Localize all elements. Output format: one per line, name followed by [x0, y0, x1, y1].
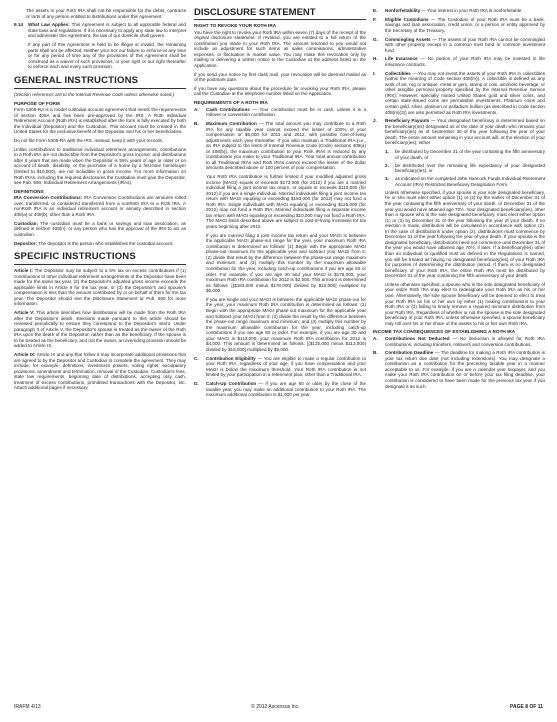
item-label: Catch-Up Contribution [206, 380, 257, 386]
item-text: — No portion of your Roth IRA may be invested in life insurance contracts. [385, 56, 545, 67]
requirement-a [194, 107, 366, 118]
form-code: IRAFM 4/13 [14, 704, 41, 710]
option-key: 1. [385, 149, 389, 155]
option-key: 2. [385, 162, 389, 168]
article-label: Article V: [14, 310, 35, 316]
requirement-d [194, 381, 366, 398]
purpose-paragraph-2: Do not file Form 5305-RA with the IRS. Instead, keep it with your records. [14, 138, 164, 144]
purpose-heading: PURPOSE OF FORM [14, 100, 60, 106]
item-key: C. [194, 355, 199, 361]
section-9-14-paragraph-2: If any part of this Agreement is held to be illegal or invalid, the remaining parts shall not be affected. Neither your nor our failure to enforce at any time or for any period of time any of the provisions of this Agreement shall be construed as a waiver of such provisions, or your right or our right thereafter to enforce each and every such provision. [28, 42, 186, 70]
copyright: © 2012 Ascensus Inc. [251, 704, 300, 710]
requirement-b [194, 121, 366, 171]
definition-ira-conversion [14, 195, 186, 217]
item-label: Life Insurance [385, 56, 418, 62]
section-number: 9.14 [14, 22, 23, 28]
tax-item-a [373, 336, 545, 347]
definitions-heading: DEFINITIONS [14, 188, 44, 194]
requirement-f [373, 17, 545, 34]
item-key: I. [373, 70, 376, 76]
item-label: Collectibles [385, 70, 411, 76]
item-key: B. [194, 120, 199, 126]
article-label: Article IX: [14, 352, 36, 358]
requirement-b-paragraph-3: If you are married filing a joint income tax return and your MAGI is between the applicable MAGI phase-out range for the year, your maximum Roth IRA contribution is determined as follows: (1) Begin with the appropriate MAGI phase-out maximum for the applicable year and subtract your MAGI from it; (2) divide that result by the difference between the phase-out range maximum and minimum; and (3) multiply this number by the maximum allowable contribution for the year, including catch-up contributions if you are age 50 or older. For example, if you are age 30 and your MAGI is $178,000, your maximum Roth IRA contribution for 2012 is $2,500. This amount is determined as follows: [($183,000 minus $178,000) divided by $10,000] multiplied by $5,000. [206, 232, 366, 294]
article-label: Article I: [14, 268, 33, 274]
item-key: H. [373, 56, 378, 62]
definition-custodian [14, 221, 186, 238]
revoke-heading: RIGHT TO REVOKE YOUR ROTH IRA [194, 23, 277, 28]
page-number: PAGE 8 OF 11 [510, 704, 543, 710]
requirement-b-paragraph-2: Your Roth IRA contribution is further limited if your modified adjusted gross income (MAGI) equals or exceeds $173,000 (for 2012) if you are a married individual filing a joint income tax return, or equals or exceeds $110,000 (for 2012) if you are a single individual. Married individuals filing a joint income tax return with MAGI equaling or exceeding $183,000 (for 2012) may not fund a Roth IRA. Single individuals with MAGI equaling or exceeding $125,000 (for 2012) may not fund a Roth IRA. Married individuals filing a separate income tax return with MAGI equaling or exceeding $10,000 may not fund a Roth IRA. The MAGI limits described above are subject to cost-of-living increases for tax years beginning after 2012. [206, 174, 366, 229]
requirement-b-paragraph-4: If you are single and your MAGI is between the applicable MAGI phase-out for the year, your maximum Roth IRA contribution is determined as follows: (1) Begin with the appropriate MAGI phase-out maximum for the applicable year and subtract your MAGI from it; (2) divide the result by the difference between the phase-out range maximum and minimum; and (3) multiply this number by the maximum allowable contribution for the year, including catch-up contributions if you are age 50 or older. For example, if you are age 30 and your MAGI is $113,000, your maximum Roth IRA contribution for 2012 is $4,000. This amount is determined as follows: [($125,000 minus $113,000) divided by $15,000] multiplied by $5,000. [206, 296, 366, 352]
article-text: Article IX and any that follow it may incorporate additional provisions that are agreed to by the Depositor and Custodian to complete the agreement. They may include, for example, definitions, investment powers, voting rights, exculpatory provisions, amendment and termination, removal of the Custodian, Custodian's fees, state law requirements, beginning date of distributions, accepting only cash, treatment of excess contributions, prohibited transactions with the Depositor, etc. Attach additional pages if necessary. [14, 352, 186, 391]
definition-label: Depositor: [14, 240, 37, 246]
item-text: — The Custodian of your Roth IRA must be a bank, savings and loan association, credit union, or a person or entity approved by the Secretary of the Treasury. [385, 16, 546, 33]
option-key: 3. [385, 176, 389, 182]
beneficiary-paragraph-3: Unless otherwise specified, a spouse who is the sole designated beneficiary of your entire Roth IRA may elect to redesignate your Roth IRA as his or her own. Alternatively, the sole spouse beneficiary will be deemed to elect to treat your Roth IRA as his or her own by either (1) making contributions to your Roth IRA or (2) failing to timely remove a required minimum distribution from your Roth IRA. Regardless of whether or not the spouse is the sole designated beneficiary of your Roth IRA, unless otherwise specified, a spouse beneficiary may roll over his or her share of the assets to his or her own Roth IRA. [385, 281, 545, 326]
item-key: F. [373, 16, 377, 22]
item-text: — The deadline for making a Roth IRA contribution is your tax return due date (not including extensions). You may designate a contribution as a contribution for the preceding taxable year in a manner acceptable to us. For example, if you are a calendar year taxpayer, and you make your Roth IRA contribution on or before your tax filing deadline, your contribution is considered to have been made for the previous tax year if you designate it as such. [385, 350, 545, 389]
requirement-h [373, 56, 545, 67]
definition-label: Custodian: [14, 220, 38, 226]
definition-depositor [14, 241, 186, 247]
column-left [14, 8, 186, 394]
purpose-paragraph-1: Form 5305-RA is a model custodial account agreement that meets the requirements of section 408A and has been pre-approved by the IRS. A Roth individual Retirement Account (Roth IRA) is established after the form is fully executed by both the individual (Depositor) and the Custodian. This account must be created in the United States for the exclusive benefit of the Depositor and his or her beneficiaries. [14, 107, 186, 135]
requirement-g [373, 37, 545, 54]
option-text: be distributed by December 31 of the year containing the fifth anniversary of your death, or [395, 149, 545, 160]
purpose-paragraph-3: Unlike contributions to traditional individual retirement arrangements, contributions to a Roth IRA are not deductible from the Depositor's gross income; and distributions after 5 years that are made when the Depositor is 59½ years of age or older or on account of death, disability, or the purchase of a home by a first-time homebuyer (limited to $10,000), are not includible in gross income. For more information on Roth IRAs, including the required disclosures the Custodian must give the Depositor, see Pub. 590, Individual Retirement Arrangements (IRAs). [14, 146, 186, 186]
intro-paragraph: The assets in your Roth IRA shall not be responsible for the debts, contracts or torts of any person entitled to distributions under this Agreement. [26, 8, 186, 19]
income-tax-heading: INCOME TAX CONSEQUENCES OF ESTABLISHING A ROTH IRA [373, 329, 516, 335]
article-9-instruction [14, 352, 186, 391]
revoke-paragraph-2: If you send your notice by first class mail, your revocation will be deemed mailed as of the postmark date. [194, 71, 366, 83]
specific-instructions-heading: SPECIFIC INSTRUCTIONS [14, 251, 136, 263]
item-text: — Your interest in your Roth IRA is nonforfeitable. [421, 8, 523, 13]
beneficiary-paragraph-2: Unless otherwise specified, if your spouse is your sole designated beneficiary, he or she must elect either option (1) or (2) by the earlier of December 31 of the year containing the fifth anniversary of your death, or December 31 of the year you would have attained age 70½. Your designated beneficiary(ies), other than a spouse who is the sole designated beneficiary, must elect either option (1) or (2) by December 31 of the year following the year of your death. If no election is made, distribution will be calculated in accordance with option (2). In the case of distributions under option (2), distributions must commence by December 31 of the year following the year of your death. If your spouse is the designated beneficiary, distributions need not commence until December 31 of the year you would have attained age 70½, if later. If a beneficiary(ies) other than an individual or qualified trust as defined in the Regulations is named, you will be treated as having no designated beneficiary(ies) of your Roth IRA for purposes of determining the distribution period. If there is no designated beneficiary of your Roth IRA, the entire Roth IRA must be distributed by December 31 of the year containing the fifth anniversary of your death. [385, 189, 545, 279]
requirements-heading: REQUIREMENTS OF A ROTH IRA [194, 100, 268, 106]
item-label: Maximum Contribution [206, 120, 257, 126]
item-text: — Your contribution must be in cash, unless it is a rollover or conversion contribution. [206, 106, 367, 118]
item-text: — The assets of your Roth IRA cannot be commingled with other property except in a common trust fund or common investment fund. [385, 36, 545, 53]
heading-rule [194, 19, 366, 20]
page-footer [14, 704, 543, 710]
heading-rule [14, 88, 186, 89]
article-1-instruction [14, 268, 186, 307]
revoke-paragraph-1: You have the right to revoke your Roth IRA within seven (7) days of the receipt of the original disclosure statement. If revoked, you are entitled to a full return of the contribution you made to your Roth IRA. The amount returned to you would not include an adjustment for such items as sales commissions, administrative expenses, or fluctuation in market value. You may make this revocation only by mailing or delivering a written notice to the Custodian at the address listed on the Application. [194, 29, 366, 68]
payout-option-2 [385, 163, 545, 174]
item-label: Beneficiary Payouts [385, 118, 430, 124]
column-right [373, 8, 545, 392]
option-text: as indicated on the completed John Hancock Funds Individual Retirement Account (IRA) Restricted Beneficiary Designation Form. [395, 176, 545, 187]
item-key: A. [194, 106, 199, 112]
item-text: — You are eligible to make a regular contribution to your Roth IRA, regardless of your age, if you have compensation and your MAGI is below the maximum threshold. Your Roth IRA contribution is not limited by your participation in a retirement plan, other than a Traditional IRA. [206, 355, 366, 378]
general-instructions-heading: GENERAL INSTRUCTIONS [14, 74, 139, 86]
disclosure-statement-heading: DISCLOSURE STATEMENT [194, 7, 316, 18]
item-key: G. [373, 36, 378, 42]
section-text: This Agreement is subject to all applicable federal and state laws and regulations. If it is necessary to apply any state law to interpret and administer this Agreement, the law of our domicile shall govern. [28, 22, 186, 39]
item-label: Contributions Not Deducted [385, 335, 450, 341]
item-key: J. [373, 118, 377, 124]
column-middle [194, 8, 366, 401]
requirement-j [373, 118, 545, 146]
definition-text: The custodian must be a bank or savings and loan association, as defined in section 408(n), or any person who has the approval of the IRS to act as custodian. [14, 220, 186, 237]
item-key: E. [373, 8, 378, 13]
article-text: This article describes how distributions will be made from the Roth IRA after the Depositor's death. Elections made pursuant to this article should be reviewed periodically to ensure they correspond to the Depositor's intent. Under paragraph 3 of Article V, the Depositor's spouse is treated as the owner of the Roth IRA upon the death of the Depositor, rather than as the beneficiary. If the spouse is to be treated as the beneficiary, and not the owner, an overriding provision should be added to Article IX. [14, 310, 186, 349]
requirement-e [373, 8, 545, 14]
item-key: B. [373, 350, 378, 356]
item-text: — If you are age 50 or older by the close of the taxable year, you may make an additional contribution to your Roth IRA. The maximum additional contribution is $1,000 per year. [206, 380, 367, 398]
requirement-c [194, 356, 366, 378]
item-key: A. [373, 335, 378, 341]
section-9-14 [14, 22, 186, 39]
item-text: — Your designated beneficiary is determined based on the beneficiary(ies) designated as of the date of your death who remains your beneficiary(ies) as of September 30 of the year following the year of your death. The entire amount remaining in your account will, at the election of your beneficiary(ies), either [385, 118, 545, 146]
revoke-paragraph-3: If you have any questions about the procedure for revoking your Roth IRA, please call the Custodian at the telephone number listed on the Application. [194, 85, 366, 97]
item-label: Cash Contributions [206, 106, 250, 112]
option-text: be distributed over the remaining life expectancy of your designated beneficiary(ies), or [395, 162, 545, 174]
requirement-i [373, 71, 545, 115]
article-text: The Depositor may be subject to a 6% tax on excess contributions if (1) contributions to other individual retirement arrangements of the Depositor have been made for the same tax year, (2) the Depositor's adjusted gross income exceeds the applicable limits in Article II for the tax year, or (3) the Depositor's and spouse's compensation is less than the amount contributed by or on behalf of them for the tax year. The Depositor should see the Disclosure Statement or Pub. 590 for more information. [14, 268, 186, 307]
tax-item-b [373, 350, 545, 389]
article-5-instruction [14, 310, 186, 349]
definition-text: The depositor is the person who establishes the custodial account. [38, 240, 174, 246]
item-text: — You may not invest the assets of your Roth IRA in collectibles (within the meaning of Code section 408(m)). A collectible is defined as any work of art, rug or antique, metal or gem, stamp or coin, alcoholic beverage, or other tangible personal property specified by the Internal Revenue Service (IRS). However, specially minted United States gold and silver coins, and certain state-issued coins are permissible investments. Platinum coins and certain gold, silver, platinum or palladium bullion (as described in Code section 408(m)(3)) are also permitted as Roth IRA investments. [385, 70, 545, 115]
item-label: Nonforfeitability [385, 8, 421, 13]
item-text: — No deduction is allowed for Roth IRA contributions, including transfers, rollovers and conversion contributions. [385, 335, 546, 347]
item-key: D. [194, 380, 199, 386]
definition-label: IRA Conversion Contributions: [14, 195, 83, 201]
item-label: Contribution Eligibility [206, 355, 256, 361]
definition-text: IRA Conversion Contributions are amounts rolled over, transferred, or considered transferred from a nonRoth IRA to a Roth IRA. A nonRoth IRA is an individual retirement account or annuity described in section 408(a) or 408(b), other than a Roth IRA. [14, 195, 187, 217]
heading-rule [14, 264, 186, 265]
item-text: — The total amount you may contribute to a Roth IRA for any taxable year cannot exceed the lesser of 100% of your compensation or $5,000 for 2011 and 2012, with possible cost-of-living adjustments each year thereafter. If you also maintain a Traditional IRA (i.e., an IRA subject to the limits of Internal Revenue Code (Code) sections 408(a) or 408(b)), the maximum contribution to your Roth IRAs is reduced by any contributions you make to your Traditional IRA. Your total annual contribution to all Traditional IRAs and Roth IRAs cannot exceed the lesser of the dollar amounts described above or 100 percent of your compensation. [206, 120, 366, 171]
item-label: Eligible Custodians [385, 16, 429, 22]
section-title: What Law Applies: [28, 22, 70, 28]
item-label: Contribution Deadline [385, 350, 434, 356]
payout-option-3 [385, 176, 545, 187]
payout-option-1 [385, 149, 545, 160]
general-instructions-note: (Section references are to the Internal Revenue Code unless otherwise noted.) [14, 91, 175, 97]
item-label: Commingling Assets [385, 36, 431, 42]
